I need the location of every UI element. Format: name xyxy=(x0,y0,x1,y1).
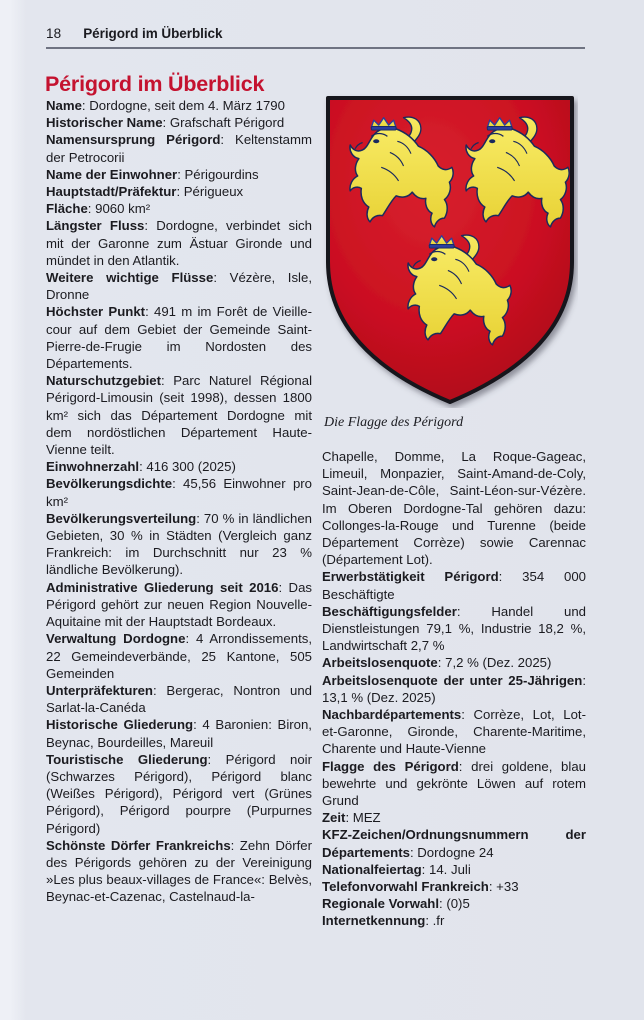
entry-label: Naturschutzgebiet xyxy=(46,373,162,389)
entry-naturschutzgebiet xyxy=(46,372,312,458)
entry-regionale-vorwahl xyxy=(322,895,586,912)
entry-bevoelkerungsverteilung xyxy=(46,510,312,579)
entry-value: : Bergerac, Nontron und Sarlat-la-Canéda xyxy=(46,682,312,716)
entry-value: : Dordogne, verbindet sich mit der Garonne zum Ästuar Gironde und mündet in den Atlantik. xyxy=(46,218,312,268)
entry-value: : 45,56 Einwohner pro km² xyxy=(46,476,312,509)
entry-internetkennung xyxy=(322,912,586,929)
entry-label: Regionale Vorwahl xyxy=(322,896,439,912)
entry-label: Nachbardépartements xyxy=(322,707,462,723)
entry-weitere-fluesse xyxy=(46,269,312,303)
entry-value: : 354 000 Beschäftigte xyxy=(322,569,587,602)
entry-value: : Zehn Dörfer des Périgords gehören zu der Vereinigung »Les plus beaux-villages de France«: Belvès, Beynac-et-Cazenac, Castelnaud-la- xyxy=(46,837,312,905)
entry-label: Fläche xyxy=(46,201,88,217)
entry-label: Touristische Gliederung xyxy=(46,751,208,767)
entry-label: Bevölkerungsdichte xyxy=(46,476,173,492)
entry-value: : 9060 km² xyxy=(87,201,151,217)
entry-erwerbstaetigkeit xyxy=(322,568,586,602)
entry-label: Längster Fluss xyxy=(46,218,145,234)
entry-label: Zeit xyxy=(322,810,346,826)
entry-flaeche xyxy=(46,200,312,217)
entry-nachbardepartements xyxy=(322,706,586,758)
entry-label: Nationalfeiertag xyxy=(322,861,422,877)
entry-namensursprung xyxy=(46,131,312,165)
coat-of-arms-illustration xyxy=(322,92,578,408)
entry-value: : Vézère, Isle, Dronne xyxy=(46,270,312,303)
entry-value: : Parc Naturel Régional Périgord-Limousin (seit 1998), dessen 1800 km² sich das Département Dordogne mit dem nordöstlichen Département Haute-Vienne teilt. xyxy=(46,373,312,458)
entry-hauptstadt xyxy=(46,183,312,200)
entry-unterpraefekturen xyxy=(46,682,312,716)
entry-label: Flagge des Périgord xyxy=(322,758,459,774)
entry-value: : MEZ xyxy=(345,810,381,826)
entry-label: Beschäftigungsfelder xyxy=(322,603,457,619)
entry-value: : 14. Juli xyxy=(421,861,471,877)
entry-label: Weitere wichtige Flüsse xyxy=(46,270,214,286)
entry-name-der-einwohner xyxy=(46,166,312,183)
entry-value: : 70 % in ländlichen Gebieten, 30 % in Städten (Vergleich ganz Frankreich: im Durchschnitt nur 23 % ländliche Bevölkerung). xyxy=(46,510,312,578)
entry-value: : Dordogne, seit dem 4. März 1790 xyxy=(81,98,285,113)
entry-beschaeftigungsfelder xyxy=(322,603,586,655)
entry-label: Verwaltung Dordogne xyxy=(46,631,186,647)
entry-value: : 7,2 % (Dez. 2025) xyxy=(437,655,552,671)
entry-doerfer-continuation: Chapelle, Domme, La Roque-Gageac, Limeuil, Monpazier, Saint-Amand-de-Coly, Saint-Jean-de-Côle, Saint-Léon-sur-Vézère. Im Oberen Dordogne-Tal gehören dazu: Collonges-la-Rouge und Turenne (beide Département Corrèze) sowie Carennac (Département Lot). xyxy=(322,449,586,568)
entry-value: : .fr xyxy=(425,913,445,929)
entry-einwohnerzahl xyxy=(46,458,312,475)
entry-label: KFZ-Zeichen/Ordnungsnummern der Départements xyxy=(322,827,586,860)
entry-value: : Périgord noir (Schwarzes Périgord), Périgord blanc (Weißes Périgord), Périgord vert (Grünes Périgord), Périgord pourpre (Purpurnes Périgord) xyxy=(46,751,313,836)
entry-label: Administrative Gliederung seit 2016 xyxy=(46,579,279,595)
entry-value: : Handel und Dienstleistungen 79,1 %, Industrie 18,2 %, Landwirtschaft 2,7 % xyxy=(322,603,586,654)
entry-telefonvorwahl xyxy=(322,878,586,895)
entry-label: Hauptstadt/Präfektur xyxy=(46,184,177,200)
entry-historischer-name xyxy=(46,114,312,131)
entry-value: : Périgueux xyxy=(176,184,244,200)
entry-label: Erwerbstätigkeit Périgord xyxy=(322,569,499,585)
page-number: 18 xyxy=(46,26,62,41)
entry-value: : Périgourdins xyxy=(177,166,259,182)
entry-value: : Das Périgord gehört zur neuen Region Nouvelle-Aquitaine mit der Hauptstadt Bordeaux. xyxy=(46,579,313,630)
entry-label: Arbeitslosenquote xyxy=(322,655,438,671)
entry-label: Namensursprung Périgord xyxy=(46,132,221,148)
entry-historische-gliederung xyxy=(46,716,312,750)
right-text-column xyxy=(322,448,586,930)
entry-label: Höchster Punkt xyxy=(46,304,146,320)
page-title: Périgord im Überblick xyxy=(45,72,265,97)
entry-label: Historischer Name xyxy=(46,115,163,131)
left-text-column xyxy=(46,97,312,906)
running-header-title: Périgord im Überblick xyxy=(83,26,223,41)
entry-name xyxy=(46,97,312,114)
running-header xyxy=(46,26,586,41)
entry-value: : Grafschaft Périgord xyxy=(162,115,285,131)
entry-arbeitslosenquote-jugend xyxy=(322,672,586,706)
entry-label: Internetkennung xyxy=(322,913,426,929)
entry-hoechster-punkt xyxy=(46,303,312,372)
entry-value: : Keltenstamm der Petrocorii xyxy=(46,132,312,165)
entry-label: Name der Einwohner xyxy=(46,166,178,182)
entry-value: : +33 xyxy=(488,879,519,895)
entry-value: : 4 Arrondissements, 22 Gemeindeverbände, 25 Kantone, 505 Gemeinden xyxy=(46,631,312,681)
entry-value: : Dordogne 24 xyxy=(409,844,494,860)
entry-verwaltung xyxy=(46,630,312,682)
entry-label: Schönste Dörfer Frankreichs xyxy=(46,837,231,853)
entry-value: : 491 m im Forêt de Vieille-cour auf dem Gebiet der Gemeinde Saint-Pierre-de-Frugie im Nordosten des Départements. xyxy=(46,304,312,372)
entry-nationalfeiertag xyxy=(322,861,586,878)
entry-kfz-zeichen xyxy=(322,826,586,860)
entry-label: Einwohnerzahl xyxy=(46,459,140,475)
entry-bevoelkerungsdichte xyxy=(46,475,312,509)
header-rule xyxy=(46,47,585,49)
entry-zeit xyxy=(322,809,586,826)
entry-label: Telefonvorwahl Frankreich xyxy=(322,879,489,895)
entry-value: : 416 300 (2025) xyxy=(139,459,236,475)
entry-value: : 4 Baronien: Biron, Beynac, Bourdeilles, Mareuil xyxy=(46,717,312,750)
entry-arbeitslosenquote xyxy=(322,654,586,671)
entry-value: : drei goldene, blau bewehrte und gekrönte Löwen auf rotem Grund xyxy=(322,758,586,809)
entry-administrative-gliederung xyxy=(46,579,312,631)
entry-laengster-fluss xyxy=(46,217,312,269)
coat-of-arms-figure xyxy=(322,92,580,408)
entry-label: Name xyxy=(46,98,82,113)
entry-value: : (0)5 xyxy=(439,896,470,912)
entry-label: Arbeitslosenquote der unter 25-Jährigen xyxy=(322,672,583,688)
entry-touristische-gliederung xyxy=(46,751,312,837)
figure-caption: Die Flagge des Périgord xyxy=(324,415,464,430)
entry-label: Bevölkerungsverteilung xyxy=(46,510,197,526)
entry-label: Historische Gliederung xyxy=(46,717,194,733)
entry-label: Unterpräfekturen xyxy=(46,682,153,698)
entry-value: : Corrèze, Lot, Lot-et-Garonne, Gironde, Charente-Maritime, Charente und Haute-Vienne xyxy=(322,707,586,757)
entry-value: : 13,1 % (Dez. 2025) xyxy=(322,672,586,705)
entry-flagge xyxy=(322,758,586,810)
entry-schoenste-doerfer xyxy=(46,837,312,906)
